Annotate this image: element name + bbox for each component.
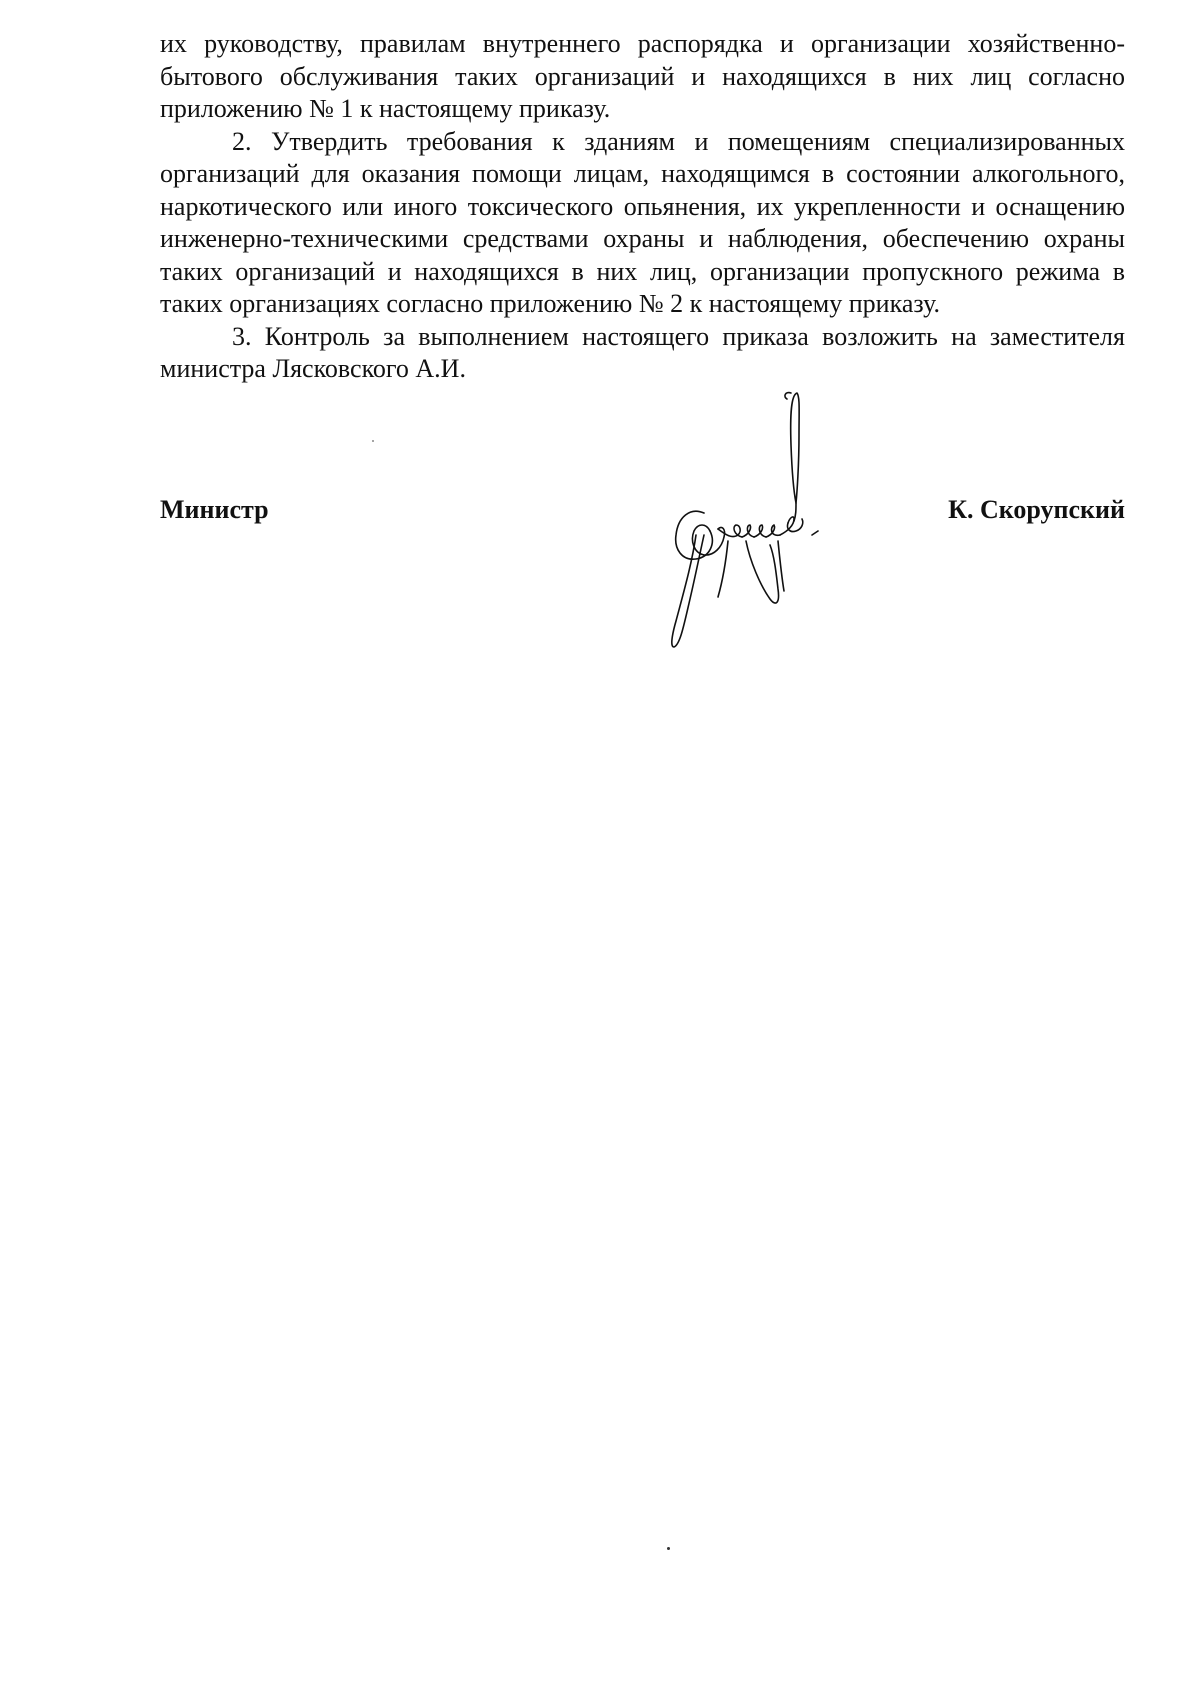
signatory-title: Министр — [160, 495, 269, 524]
paragraph-continuation: их руководству, правилам внутреннего распорядка и организации хозяйственно-бытового обслуживания таких организаций и находящихся в них лиц согласно приложению № 1 к настоящему приказу. — [160, 29, 1125, 123]
order-body-text — [160, 28, 1125, 386]
handwritten-signature-icon — [670, 385, 840, 700]
signatory-name: К. Скорупский — [948, 495, 1125, 524]
scan-speck — [667, 1547, 670, 1550]
paragraph-item-2: 2. Утвердить требования к зданиям и помещениям специализированных организаций для оказания помощи лицам, находящимся в состоянии алкогольного, наркотического или иного токсического опьянения, их укрепленности и оснащению инженерно-техническими средствами охраны и наблюдения, обеспечению охраны таких организаций и находящихся в них лиц, организации пропускного режима в таких организациях согласно приложению № 2 к настоящему приказу. — [160, 126, 1125, 318]
scan-speck — [372, 440, 374, 442]
paragraph-item-3: 3. Контроль за выполнением настоящего приказа возложить на заместителя министра Лясковского А.И. — [160, 321, 1125, 383]
